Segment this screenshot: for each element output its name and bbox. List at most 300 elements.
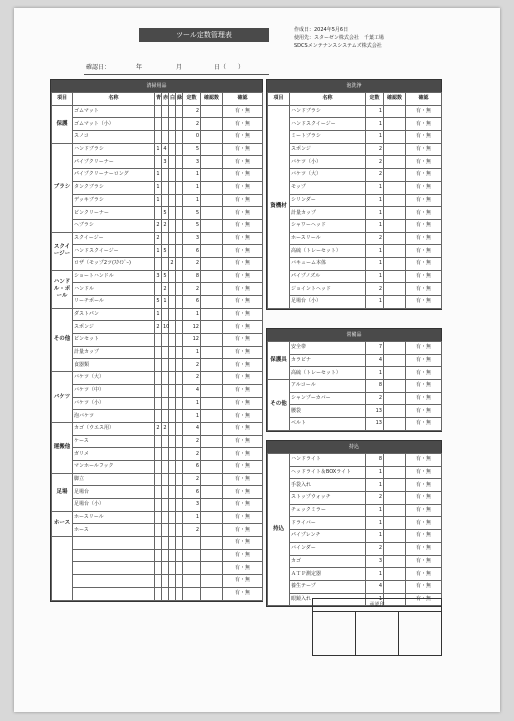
color-count: 3: [162, 156, 169, 169]
carry-in-header: 持込: [267, 441, 441, 453]
color-count: [162, 384, 169, 397]
color-count: [169, 308, 176, 321]
item-qty: 2: [366, 232, 384, 245]
table-row: [52, 372, 263, 385]
item-name: ゴムマット: [73, 105, 155, 118]
standby-items-header: 常備品: [267, 329, 441, 341]
color-count: [176, 575, 183, 588]
item-name: ミートブラシ: [290, 131, 366, 144]
color-count: [162, 410, 169, 423]
group-label: 資機材: [268, 105, 290, 308]
color-count: [176, 346, 183, 359]
check-count-cell[interactable]: [384, 156, 406, 169]
check-count-cell[interactable]: [384, 466, 406, 479]
check-count-cell[interactable]: [384, 232, 406, 245]
check-count-cell[interactable]: [201, 194, 223, 207]
item-name: 脚立: [73, 473, 155, 486]
foam-wash-table: [267, 92, 442, 309]
table-row: [268, 257, 442, 270]
check-cell: 有・無: [223, 232, 263, 245]
check-count-cell[interactable]: [201, 422, 223, 435]
color-count: [169, 410, 176, 423]
check-count-cell[interactable]: [384, 530, 406, 543]
color-count: [169, 587, 176, 600]
item-qty: 4: [366, 580, 384, 593]
item-qty: 13: [366, 418, 384, 431]
color-count: [169, 105, 176, 118]
item-qty: 4: [183, 422, 201, 435]
item-name: シャンプーカバー: [290, 392, 366, 405]
check-count-cell[interactable]: [201, 511, 223, 524]
table-row: [268, 354, 442, 367]
color-count: [155, 575, 162, 588]
color-count: [169, 511, 176, 524]
table-row: [268, 207, 442, 220]
check-count-cell[interactable]: [201, 270, 223, 283]
check-count-cell[interactable]: [201, 460, 223, 473]
check-count-cell[interactable]: [201, 181, 223, 194]
color-count: [176, 549, 183, 562]
color-count: 1: [155, 194, 162, 207]
check-count-cell[interactable]: [201, 245, 223, 258]
group-label: 持込: [268, 454, 290, 606]
color-count: [169, 181, 176, 194]
item-name: バケツ（大）: [290, 169, 366, 182]
color-count: [162, 308, 169, 321]
table-row: [52, 219, 263, 232]
item-qty: 2: [183, 473, 201, 486]
check-count-cell[interactable]: [201, 524, 223, 537]
color-count: [155, 131, 162, 144]
check-cell: 有・無: [406, 542, 442, 555]
check-cell: 有・無: [406, 118, 442, 131]
col-header-red: 赤: [162, 93, 169, 106]
cleaning-supplies-block: [50, 79, 263, 602]
check-cell: 有・無: [223, 296, 263, 309]
color-count: [169, 473, 176, 486]
color-count: [162, 359, 169, 372]
item-name: バキューム本体: [290, 257, 366, 270]
table-row: [52, 105, 263, 118]
check-count-cell[interactable]: [384, 492, 406, 505]
item-qty: [183, 549, 201, 562]
check-count-cell[interactable]: [201, 410, 223, 423]
item-qty: 6: [183, 245, 201, 258]
color-count: [155, 511, 162, 524]
check-count-cell[interactable]: [384, 169, 406, 182]
color-count: [169, 245, 176, 258]
check-count-cell[interactable]: [384, 270, 406, 283]
check-count-cell[interactable]: [201, 219, 223, 232]
item-name: ピンクリーナー: [73, 207, 155, 220]
check-date-year: 年: [136, 64, 143, 71]
group-label: その他: [268, 380, 290, 431]
color-count: [155, 257, 162, 270]
item-qty: 13: [366, 405, 384, 418]
color-count: [176, 460, 183, 473]
group-label: 保護具: [268, 342, 290, 380]
color-count: 2: [169, 257, 176, 270]
table-row: [268, 367, 442, 380]
color-count: [176, 511, 183, 524]
item-qty: 12: [183, 334, 201, 347]
check-count-cell[interactable]: [384, 207, 406, 220]
check-cell: 有・無: [223, 143, 263, 156]
color-count: [169, 270, 176, 283]
item-name: バケツ（小）: [73, 397, 155, 410]
table-row: [52, 460, 263, 473]
check-count-cell[interactable]: [201, 372, 223, 385]
color-count: [162, 194, 169, 207]
col-header-qty: 定数: [183, 93, 201, 106]
color-count: [169, 562, 176, 575]
item-name: 養生テープ: [290, 580, 366, 593]
table-row: [268, 405, 442, 418]
check-count-cell[interactable]: [201, 334, 223, 347]
item-name: マンホールフック: [73, 460, 155, 473]
item-name: ハンドライト: [290, 454, 366, 467]
color-count: [176, 486, 183, 499]
color-count: [155, 410, 162, 423]
col-header-qty: 定数: [366, 93, 384, 106]
table-row: [52, 308, 263, 321]
color-count: 1: [155, 308, 162, 321]
check-count-cell[interactable]: [384, 479, 406, 492]
check-cell: 有・無: [406, 405, 442, 418]
col-header-blue: 青: [155, 93, 162, 106]
color-count: 2: [162, 422, 169, 435]
check-count-cell[interactable]: [201, 296, 223, 309]
check-cell: 有・無: [223, 156, 263, 169]
col-header-item: 項目: [52, 93, 73, 106]
color-count: [176, 283, 183, 296]
color-count: [155, 473, 162, 486]
table-row: [52, 410, 263, 423]
check-count-cell[interactable]: [201, 397, 223, 410]
check-count-cell[interactable]: [384, 296, 406, 309]
color-count: [176, 156, 183, 169]
check-count-cell[interactable]: [384, 118, 406, 131]
check-count-cell[interactable]: [384, 542, 406, 555]
check-count-cell[interactable]: [384, 405, 406, 418]
check-count-cell[interactable]: [201, 232, 223, 245]
check-count-cell[interactable]: [384, 219, 406, 232]
check-count-cell[interactable]: [384, 131, 406, 144]
color-count: 1: [155, 181, 162, 194]
col-header-item: 項目: [268, 93, 290, 106]
table-row: [52, 422, 263, 435]
group-label: [52, 537, 73, 600]
check-count-cell[interactable]: [201, 207, 223, 220]
table-row: [52, 283, 263, 296]
check-cell: 有・無: [223, 537, 263, 550]
check-cell: 有・無: [223, 587, 263, 600]
check-cell: 有・無: [406, 219, 442, 232]
item-qty: 1: [366, 367, 384, 380]
color-count: [155, 524, 162, 537]
item-name: ハンドブラシ: [73, 143, 155, 156]
col-header-check: 確認: [223, 93, 263, 106]
color-count: [155, 346, 162, 359]
check-cell: 有・無: [406, 568, 442, 581]
item-qty: 8: [366, 380, 384, 393]
color-count: [176, 334, 183, 347]
check-count-cell[interactable]: [201, 346, 223, 359]
item-name: ヘブラシ: [73, 219, 155, 232]
color-count: [162, 587, 169, 600]
check-cell: 有・無: [223, 410, 263, 423]
check-count-cell[interactable]: [384, 342, 406, 355]
table-row: [52, 473, 263, 486]
color-count: [169, 460, 176, 473]
color-count: [155, 118, 162, 131]
color-count: [155, 207, 162, 220]
table-row: [52, 384, 263, 397]
item-name: カラビナ: [290, 354, 366, 367]
check-count-cell[interactable]: [201, 257, 223, 270]
item-qty: 1: [366, 517, 384, 530]
check-count-cell[interactable]: [201, 169, 223, 182]
item-qty: 1: [366, 530, 384, 543]
check-count-cell[interactable]: [201, 308, 223, 321]
check-count-cell[interactable]: [384, 283, 406, 296]
item-name: モップ: [290, 181, 366, 194]
item-qty: 1: [366, 131, 384, 144]
color-count: [162, 372, 169, 385]
col-header-check: 確認: [406, 93, 442, 106]
color-count: [169, 232, 176, 245]
check-count-cell[interactable]: [384, 568, 406, 581]
table-row: [52, 156, 263, 169]
color-count: [162, 397, 169, 410]
check-cell: 有・無: [406, 454, 442, 467]
item-name: 計量カップ: [290, 207, 366, 220]
item-name: ダストパン: [73, 308, 155, 321]
check-count-cell[interactable]: [201, 575, 223, 588]
check-cell: 有・無: [223, 181, 263, 194]
item-qty: 0: [183, 131, 201, 144]
table-row: [268, 105, 442, 118]
color-count: 2: [155, 422, 162, 435]
group-label: ブラシ: [52, 143, 73, 232]
color-count: [176, 194, 183, 207]
table-row: [52, 257, 263, 270]
group-label: ホース: [52, 511, 73, 536]
item-name: ホース: [73, 524, 155, 537]
check-count-cell[interactable]: [201, 118, 223, 131]
check-count-cell[interactable]: [201, 105, 223, 118]
check-count-cell[interactable]: [201, 562, 223, 575]
item-name: ハンドスクイージー: [290, 118, 366, 131]
check-count-cell[interactable]: [384, 367, 406, 380]
item-name: [73, 562, 155, 575]
color-count: [169, 194, 176, 207]
check-date-line: [84, 61, 269, 75]
color-count: [155, 334, 162, 347]
check-cell: 有・無: [406, 530, 442, 543]
item-name: 足場台（小）: [73, 499, 155, 512]
item-qty: 1: [366, 296, 384, 309]
color-count: [169, 334, 176, 347]
table-row: [52, 245, 263, 258]
check-cell: 有・無: [223, 384, 263, 397]
check-cell: 有・無: [223, 562, 263, 575]
check-cell: 有・無: [223, 422, 263, 435]
item-qty: 1: [183, 397, 201, 410]
item-name: 食器類: [73, 359, 155, 372]
check-count-cell[interactable]: [384, 517, 406, 530]
check-count-cell[interactable]: [201, 549, 223, 562]
check-count-cell[interactable]: [201, 486, 223, 499]
item-qty: 1: [183, 346, 201, 359]
item-qty: 3: [366, 555, 384, 568]
item-name: パイプノズル: [290, 270, 366, 283]
check-count-cell[interactable]: [384, 257, 406, 270]
table-row: [268, 530, 442, 543]
check-cell: 有・無: [406, 418, 442, 431]
item-name: ドライバー: [290, 517, 366, 530]
check-count-cell[interactable]: [384, 418, 406, 431]
item-qty: 2: [183, 448, 201, 461]
color-count: [162, 435, 169, 448]
item-qty: 1: [183, 181, 201, 194]
color-count: 1: [155, 143, 162, 156]
item-qty: 3: [183, 156, 201, 169]
item-name: 高硫（トレーセット）: [290, 245, 366, 258]
check-count-cell[interactable]: [201, 448, 223, 461]
group-label: スクイージー: [52, 232, 73, 270]
table-row: [52, 181, 263, 194]
color-count: [176, 359, 183, 372]
table-row: [52, 587, 263, 600]
color-count: [162, 346, 169, 359]
color-count: [176, 422, 183, 435]
color-count: [176, 499, 183, 512]
user-line: 使用先：スターゼン株式会社 千葉工場: [294, 35, 384, 41]
group-label: 足場: [52, 473, 73, 511]
check-count-cell[interactable]: [384, 181, 406, 194]
color-count: [176, 410, 183, 423]
table-row: [268, 118, 442, 131]
color-count: [155, 587, 162, 600]
item-qty: 8: [366, 454, 384, 467]
item-name: ジョイントヘッド: [290, 283, 366, 296]
check-count-cell[interactable]: [384, 380, 406, 393]
col-header-green: 緑: [176, 93, 183, 106]
check-count-cell[interactable]: [384, 454, 406, 467]
item-qty: [183, 575, 201, 588]
check-cell: 有・無: [406, 492, 442, 505]
check-count-cell[interactable]: [201, 156, 223, 169]
check-cell: 有・無: [223, 118, 263, 131]
check-count-cell[interactable]: [384, 392, 406, 405]
item-name: 高硫（トレーセット）: [290, 367, 366, 380]
check-count-cell[interactable]: [384, 354, 406, 367]
check-count-cell[interactable]: [201, 587, 223, 600]
table-row: [268, 219, 442, 232]
check-count-cell[interactable]: [201, 499, 223, 512]
check-count-cell[interactable]: [384, 245, 406, 258]
check-count-cell[interactable]: [384, 143, 406, 156]
check-count-cell[interactable]: [201, 283, 223, 296]
item-name: ハンドル: [73, 283, 155, 296]
item-qty: 1: [183, 169, 201, 182]
check-count-cell[interactable]: [201, 143, 223, 156]
item-name: ピンセット: [73, 334, 155, 347]
item-qty: 2: [366, 156, 384, 169]
check-count-cell[interactable]: [201, 131, 223, 144]
item-name: スポンジ: [290, 143, 366, 156]
color-count: [155, 537, 162, 550]
check-cell: 有・無: [223, 308, 263, 321]
item-name: 計量カップ: [73, 346, 155, 359]
check-cell: 有・無: [223, 207, 263, 220]
color-count: [162, 486, 169, 499]
check-cell: 有・無: [223, 194, 263, 207]
item-name: ゴムマット（小）: [73, 118, 155, 131]
company-line: SDCSメンテナンスシステムズ株式会社: [294, 43, 382, 49]
check-count-cell[interactable]: [201, 473, 223, 486]
standby-items-block: [266, 328, 442, 432]
check-cell: 有・無: [223, 460, 263, 473]
carry-in-block: [266, 440, 442, 607]
check-count-cell[interactable]: [384, 580, 406, 593]
check-count-cell[interactable]: [201, 359, 223, 372]
table-row: [52, 575, 263, 588]
item-qty: 1: [366, 270, 384, 283]
item-qty: 1: [366, 219, 384, 232]
item-name: バケツ（中）: [73, 384, 155, 397]
table-row: [52, 524, 263, 537]
table-row: [268, 342, 442, 355]
table-row: [52, 118, 263, 131]
check-date-month: 月: [176, 64, 183, 71]
check-cell: 有・無: [406, 194, 442, 207]
check-count-cell[interactable]: [384, 504, 406, 517]
table-row: [268, 580, 442, 593]
item-qty: 1: [366, 194, 384, 207]
item-name: バケツ（小）: [290, 156, 366, 169]
check-count-cell[interactable]: [201, 537, 223, 550]
item-qty: 2: [183, 118, 201, 131]
check-count-cell[interactable]: [201, 321, 223, 334]
item-name: 眼鏡入れ: [290, 593, 366, 606]
color-count: [155, 283, 162, 296]
color-count: [169, 321, 176, 334]
item-qty: [183, 562, 201, 575]
check-count-cell[interactable]: [201, 435, 223, 448]
check-count-cell[interactable]: [384, 194, 406, 207]
item-name: ハンドスクイージー: [73, 245, 155, 258]
approval-stamp-label: 承認印: [313, 599, 441, 612]
table-row: [52, 131, 263, 144]
color-count: [176, 219, 183, 232]
item-name: カゴ: [290, 555, 366, 568]
check-cell: 有・無: [406, 580, 442, 593]
item-qty: 1: [366, 504, 384, 517]
item-qty: 1: [183, 410, 201, 423]
item-qty: 6: [183, 460, 201, 473]
check-count-cell[interactable]: [201, 384, 223, 397]
check-count-cell[interactable]: [384, 555, 406, 568]
item-qty: 2: [183, 524, 201, 537]
item-name: バインダー: [290, 542, 366, 555]
check-count-cell[interactable]: [384, 105, 406, 118]
table-row: [52, 397, 263, 410]
item-name: スクイージー: [73, 232, 155, 245]
item-name: ベルト: [290, 418, 366, 431]
item-name: パイプクリーナー: [73, 156, 155, 169]
